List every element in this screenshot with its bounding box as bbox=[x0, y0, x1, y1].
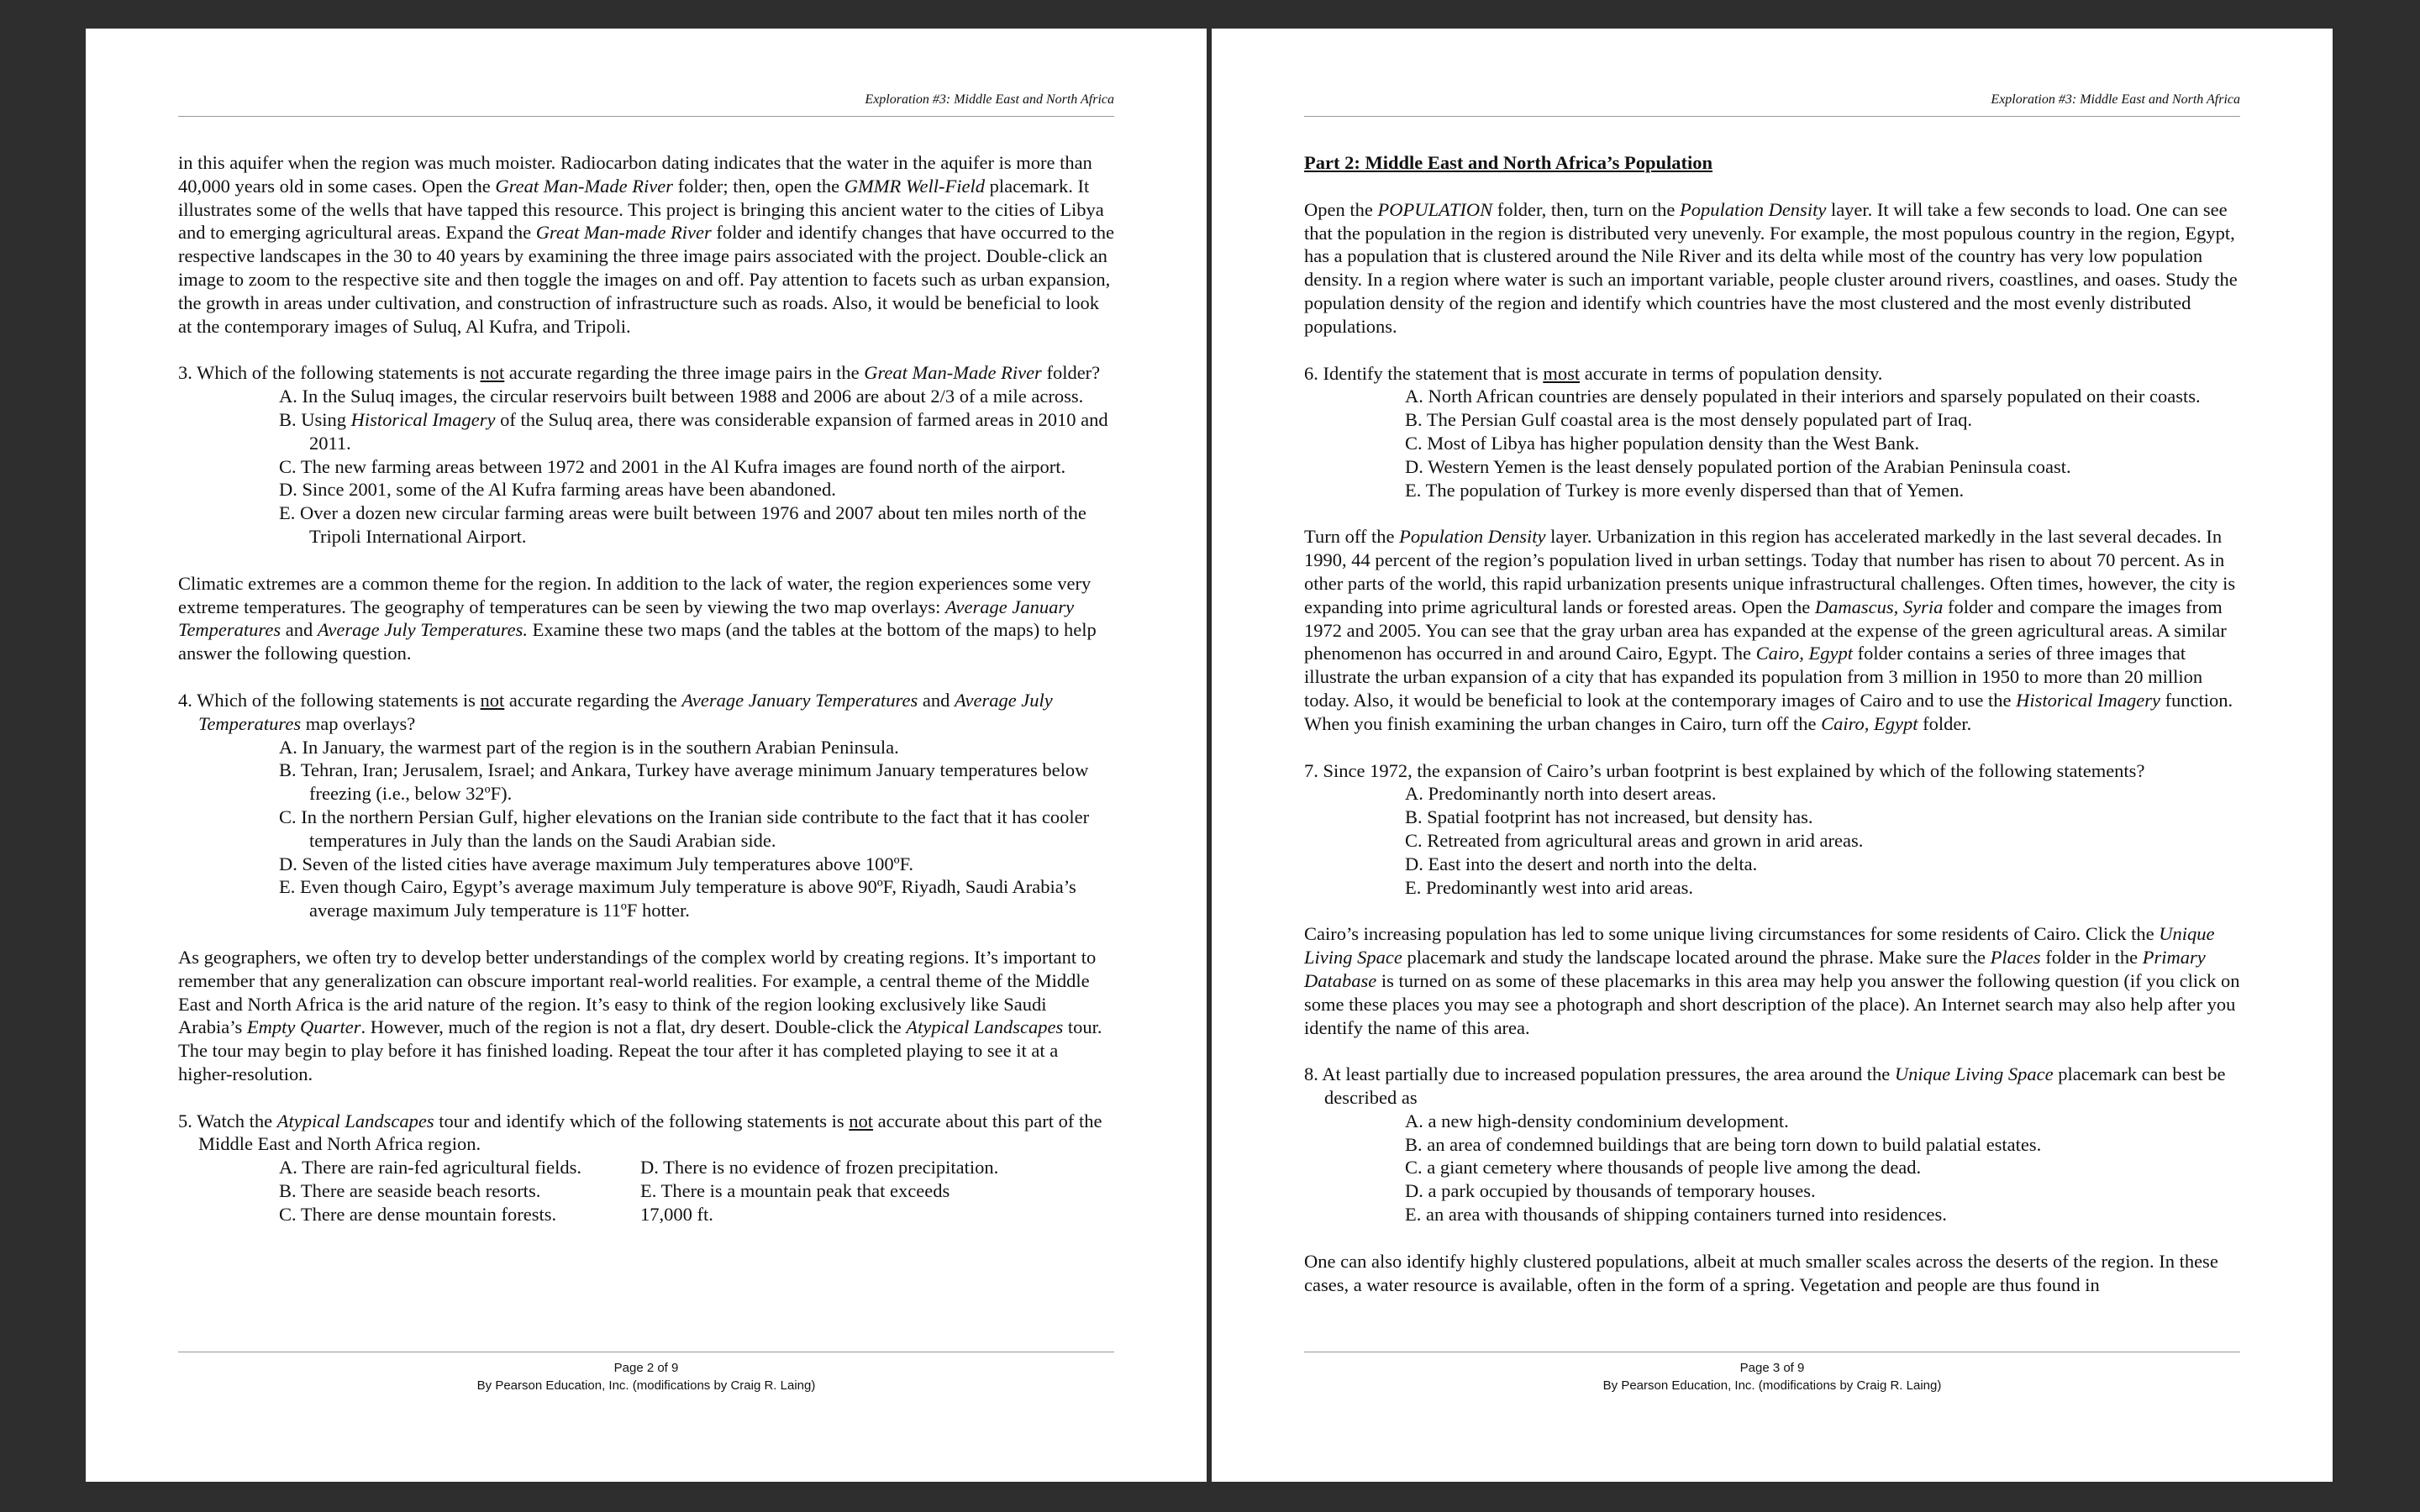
paragraph-aquifer: in this aquifer when the region was much moister. Radiocarbon dating indicates that the water in the aquifer is more than 40,000 years old in some cases. Open the Great Man-Made River folder; then, open the GMMR Well-Field placemark. It illustrates some of the wells that have tapped this resource. This project is bringing this ancient water to the cities of Libya and to emerging agricultural areas. Expand the Great Man-made River folder and identify changes that have occurred to the respective landscapes in the 30 to 40 years by examining the three image pairs associated with the project. Double-click an image to zoom to the respective site and then toggle the images on and off. Pay attention to facets such as urban expansion, the growth in areas under cultivation, and construction of infrastructure such as roads. Also, it would be beneficial to look at the contemporary images of Suluq, Al Kufra, and Tripoli. bbox=[178, 152, 1114, 337]
question-7-stem: 7. Since 1972, the expansion of Cairo’s urban footprint is best explained by which of the following statements? bbox=[1304, 759, 2145, 781]
footer-credit: By Pearson Education, Inc. (modifications by Craig R. Laing) bbox=[1602, 1378, 1942, 1393]
option: A. In January, the warmest part of the region is in the southern Arabian Peninsula. bbox=[279, 736, 899, 758]
question-7 bbox=[1304, 759, 2240, 900]
page-header: Exploration #3: Middle East and North Africa bbox=[1304, 92, 2240, 117]
option: B. Using Historical Imagery of the Suluq area, there was considerable expansion of farmed areas in 2010 and 2011. bbox=[279, 408, 1108, 454]
question-4-stem: 4. Which of the following statements is not accurate regarding the Average January Temperatures and Average July Temperatures map overlays? bbox=[178, 689, 1053, 734]
page-number: Page 3 of 9 bbox=[1739, 1361, 1805, 1375]
question-3 bbox=[178, 361, 1114, 548]
question-8 bbox=[1304, 1063, 2240, 1226]
page-body bbox=[178, 151, 1114, 1250]
option: B. The Persian Gulf coastal area is the most densely populated part of Iraq. bbox=[1405, 409, 1973, 431]
paragraph-clustered: One can also identify highly clustered populations, albeit at much smaller scales across the deserts of the region. In these cases, a water resource is available, often in the form of a spring. Vegetation and people are thus found in bbox=[1304, 1250, 2218, 1295]
footer-credit: By Pearson Education, Inc. (modifications by Craig R. Laing) bbox=[476, 1378, 816, 1393]
document-page-3 bbox=[1212, 29, 2333, 1482]
page-number: Page 2 of 9 bbox=[613, 1361, 679, 1375]
option: A. North African countries are densely populated in their interiors and sparsely populated on their coasts. bbox=[1405, 386, 2201, 407]
option: A. Predominantly north into desert areas. bbox=[1405, 783, 1717, 805]
paragraph-regions: As geographers, we often try to develop better understandings of the complex world by creating regions. It’s important to remember that any generalization can obscure important real-world realities. For example, a central theme of the Middle East and North Africa is the arid nature of the region. It’s easy to think of the region looking exclusively like Saudi Arabia’s Empty Quarter. However, much of the region is not a flat, dry desert. Double-click the Atypical Landscapes tour. The tour may begin to play before it has finished loading. Repeat the tour after it has completed playing to see it at a higher-resolution. bbox=[178, 946, 1102, 1084]
option: B. There are seaside beach resorts. bbox=[279, 1180, 541, 1202]
option: C. Retreated from agricultural areas and grown in arid areas. bbox=[1405, 829, 1864, 851]
question-7-options bbox=[1405, 782, 2240, 899]
option: E. Even though Cairo, Egypt’s average maximum July temperature is above 90ºF, Riyadh, Saudi Arabia’s average maximum July temperature is 11ºF hotter. bbox=[279, 876, 1076, 921]
question-6 bbox=[1304, 362, 2240, 502]
document-page-2 bbox=[86, 29, 1207, 1482]
question-6-options bbox=[1405, 385, 2240, 501]
option: D. Since 2001, some of the Al Kufra farming areas have been abandoned. bbox=[279, 479, 836, 501]
option: C. There are dense mountain forests. bbox=[279, 1203, 557, 1225]
question-8-stem: 8. At least partially due to increased population pressures, the area around the Unique Living Space placemark can best be described as bbox=[1304, 1063, 2226, 1109]
question-6-stem: 6. Identify the statement that is most accurate in terms of population density. bbox=[1304, 362, 1883, 384]
option: C. a giant cemetery where thousands of people live among the dead. bbox=[1405, 1157, 1922, 1179]
page-footer bbox=[178, 1352, 1114, 1394]
option: E. There is a mountain peak that exceeds 17,000 ft. bbox=[640, 1180, 950, 1225]
option: D. a park occupied by thousands of temporary houses. bbox=[1405, 1180, 1816, 1202]
question-5-options-col1 bbox=[279, 1156, 640, 1226]
question-3-options bbox=[279, 385, 1114, 549]
option: C. In the northern Persian Gulf, higher elevations on the Iranian side contribute to the fact that it has cooler temperatures in July than the lands on the Saudi Arabian side. bbox=[279, 806, 1090, 851]
question-4 bbox=[178, 689, 1114, 922]
option: C. Most of Libya has higher population density than the West Bank. bbox=[1405, 432, 1920, 454]
option: A. In the Suluq images, the circular reservoirs built between 1988 and 2006 are about 2/3 of a mile across. bbox=[279, 386, 1084, 407]
page-footer bbox=[1304, 1352, 2240, 1394]
option: D. There is no evidence of frozen precipitation. bbox=[640, 1157, 999, 1179]
paragraph-living-space: Cairo’s increasing population has led to some unique living circumstances for some residents of Cairo. Click the Unique Living Space placemark and study the landscape located around the phrase. Make sure the Places folder in the Primary Database is turned on as some of these placemarks in this area may help you answer the following question (if you click on some these places you may see a photograph and short description of the place). An Internet search may also help after you identify the name of this area. bbox=[1304, 923, 2240, 1038]
option: B. an area of condemned buildings that are being torn down to build palatial estates. bbox=[1405, 1133, 2042, 1155]
option: D. East into the desert and north into the delta. bbox=[1405, 853, 1758, 874]
question-5-stem: 5. Watch the Atypical Landscapes tour and identify which of the following statements is not accurate about this part of the Middle East and North Africa region. bbox=[178, 1110, 1102, 1155]
page-header: Exploration #3: Middle East and North Africa bbox=[178, 92, 1114, 117]
question-5-options-col2 bbox=[640, 1156, 1002, 1226]
option: A. There are rain-fed agricultural fields. bbox=[279, 1157, 582, 1179]
question-8-options bbox=[1405, 1110, 2240, 1226]
page-body bbox=[1304, 151, 2240, 1320]
option: D. Seven of the listed cities have average maximum July temperatures above 100ºF. bbox=[279, 853, 913, 874]
option: E. Over a dozen new circular farming areas were built between 1976 and 2007 about ten miles north of the Tripoli International Airport. bbox=[279, 502, 1086, 547]
question-5 bbox=[178, 1110, 1114, 1226]
option: D. Western Yemen is the least densely populated portion of the Arabian Peninsula coast. bbox=[1405, 455, 2071, 477]
question-4-options bbox=[279, 736, 1114, 922]
option: A. a new high-density condominium development. bbox=[1405, 1110, 1789, 1131]
paragraph-population: Open the POPULATION folder, then, turn on the Population Density layer. It will take a few seconds to load. One can see that the population in the region is distributed very unevenly. For example, the most populous country in the region, Egypt, has a population that is clustered around the Nile River and its delta while most of the country has very low population density. In a region where water is such an important variable, people cluster around rivers, coastlines, and oases. Study the population density of the region and identify which countries have the most clustered and the most evenly distributed populations. bbox=[1304, 198, 2238, 337]
option: E. The population of Turkey is more evenly dispersed than that of Yemen. bbox=[1405, 479, 1965, 501]
option: B. Spatial footprint has not increased, but density has. bbox=[1405, 806, 1813, 828]
paragraph-climate: Climatic extremes are a common theme for the region. In addition to the lack of water, the region experiences some very extreme temperatures. The geography of temperatures can be seen by viewing the two map overlays: Average January Temperatures and Average July Temperatures. Examine these two maps (and the tables at the bottom of the maps) to help answer the following question. bbox=[178, 572, 1097, 664]
option: C. The new farming areas between 1972 and 2001 in the Al Kufra images are found north of the airport. bbox=[279, 455, 1066, 477]
section-heading: Part 2: Middle East and North Africa’s Population bbox=[1304, 152, 1713, 173]
question-3-stem: 3. Which of the following statements is not accurate regarding the three image pairs in the Great Man-Made River folder? bbox=[178, 362, 1101, 384]
question-5-options bbox=[279, 1156, 1114, 1226]
option: E. Predominantly west into arid areas. bbox=[1405, 876, 1694, 898]
option: E. an area with thousands of shipping containers turned into residences. bbox=[1405, 1204, 1947, 1226]
option: B. Tehran, Iran; Jerusalem, Israel; and Ankara, Turkey have average minimum January temperatures below freezing (i.e., below 32ºF). bbox=[279, 759, 1089, 805]
paragraph-urbanization: Turn off the Population Density layer. Urbanization in this region has accelerated markedly in the last several decades. In 1990, 44 percent of the region’s population lived in urban settings. Today that number has risen to about 70 percent. As in other parts of the world, this rapid urbanization presents unique infrastructural challenges. Often times, however, the city is expanding into prime agricultural lands or forested areas. Open the Damascus, Syria folder and compare the images from 1972 and 2005. You can see that the gray urban area has expanded at the expense of the green agricultural areas. A similar phenomenon has occurred in and around Cairo, Egypt. The Cairo, Egypt folder contains a series of three images that illustrate the urban expansion of a city that has expanded its population from 3 million in 1950 to more than 20 million today. Also, it would be beneficial to look at the contemporary images of Cairo and to use the Historical Imagery function. When you finish examining the urban changes in Cairo, turn off the Cairo, Egypt folder. bbox=[1304, 526, 2236, 734]
